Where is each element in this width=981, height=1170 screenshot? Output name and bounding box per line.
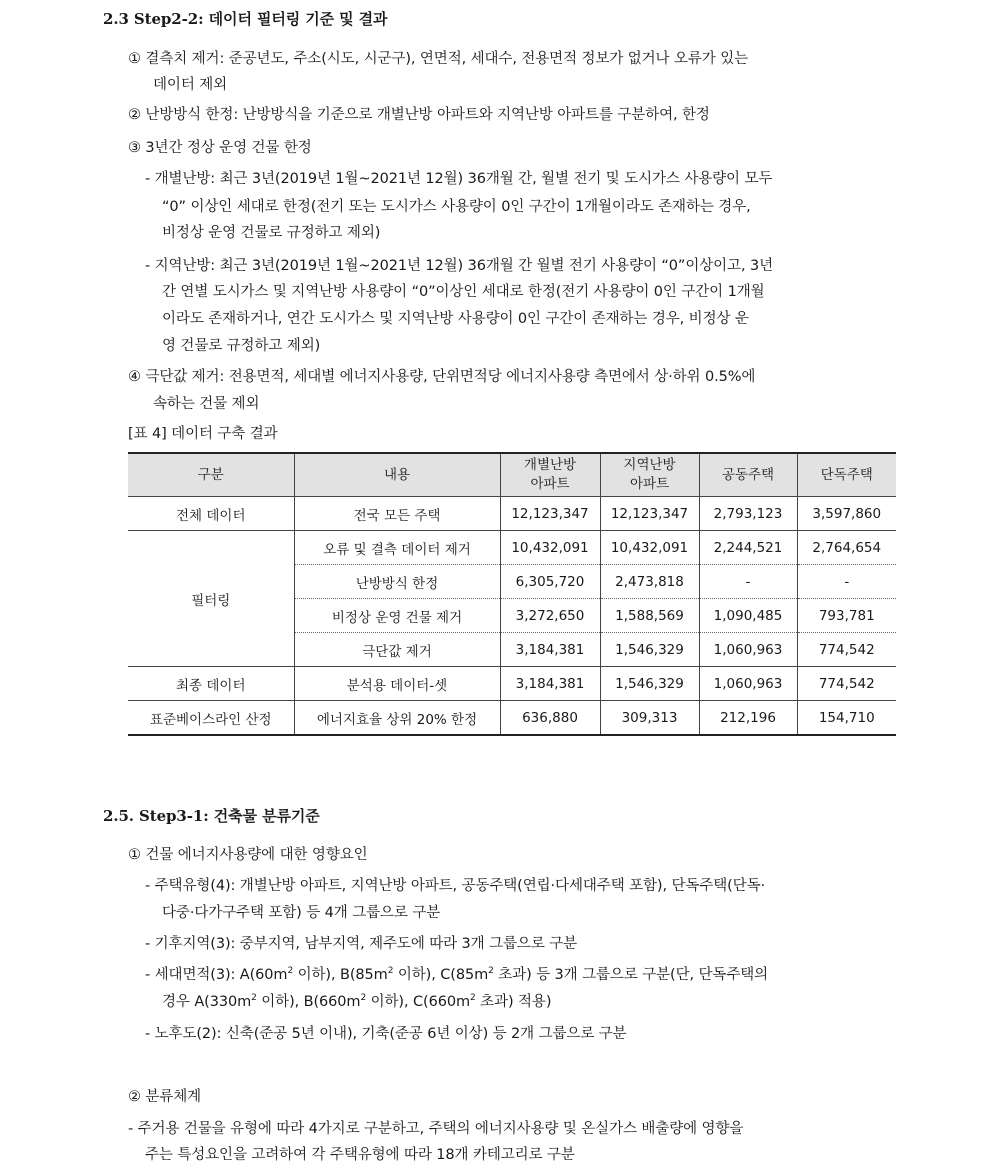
- header-category: 구분: [128, 453, 294, 497]
- cell-value: 1,546,329: [600, 667, 699, 701]
- item-3: ③ 3년간 정상 운영 건물 한정: [128, 140, 312, 156]
- cell-value: 212,196: [699, 701, 797, 736]
- item-3b-line-3: 이라도 존재하거나, 연간 도시가스 및 지역난방 사용량이 0인 구간이 존재하는 경우, 비정상 운: [162, 311, 749, 327]
- cell-value: 3,184,381: [500, 633, 600, 667]
- header-detached: 단독주택: [797, 453, 896, 497]
- table-caption: [표 4] 데이터 구축 결과: [128, 426, 278, 442]
- cell-value: 1,090,485: [699, 599, 797, 633]
- row-content: 에너지효율 상위 20% 한정: [294, 701, 500, 736]
- factor-housing-type-line-1: - 주택유형(4): 개별난방 아파트, 지역난방 아파트, 공동주택(연립·다세대주택 포함), 단독주택(단독·: [145, 878, 766, 894]
- row-content: 분석용 데이터-셋: [294, 667, 500, 701]
- item-1-line-2: 데이터 제외: [153, 77, 228, 93]
- cell-value: 3,272,650: [500, 599, 600, 633]
- classification-line-1: - 주거용 건물을 유형에 따라 4가지로 구분하고, 주택의 에너지사용량 및 온실가스 배출량에 영향을: [128, 1121, 744, 1137]
- row-content: 극단값 제거: [294, 633, 500, 667]
- item-3a-line-1: - 개별난방: 최근 3년(2019년 1월~2021년 12월) 36개월 간, 월별 전기 및 도시가스 사용량이 모두: [145, 171, 773, 187]
- cell-value: 774,542: [797, 667, 896, 701]
- table-row: [128, 667, 896, 701]
- item-3b-line-2: 간 연별 도시가스 및 지역난방 사용량이 “0”이상인 세대로 한정(전기 사용량이 0인 구간이 1개월: [162, 284, 765, 300]
- cell-value: 12,123,347: [600, 497, 699, 531]
- factor-unit-area-line-1: - 세대면적(3): $A(60m^2$ 이하), $B(85m^2$ 이하), $C(85m^2$ 초과) 등 3개 그룹으로 구분(단, 단독주택의: [145, 966, 769, 983]
- cell-value: 2,764,654: [797, 531, 896, 565]
- cell-value: 774,542: [797, 633, 896, 667]
- cell-value: 1,546,329: [600, 633, 699, 667]
- row-group: 전체 데이터: [128, 497, 294, 531]
- cell-value: 1,060,963: [699, 667, 797, 701]
- item-3b-line-4: 영 건물로 규정하고 제외): [162, 338, 321, 354]
- row-content: 비정상 운영 건물 제거: [294, 599, 500, 633]
- row-content: 난방방식 한정: [294, 565, 500, 599]
- cell-value: 3,597,860: [797, 497, 896, 531]
- table-header-row: [128, 453, 896, 497]
- table-row: [128, 531, 896, 565]
- factor-climate-region: - 기후지역(3): 중부지역, 남부지역, 제주도에 따라 3개 그룹으로 구분: [145, 936, 578, 952]
- section-2-3-heading: 2.3 Step2-2: 데이터 필터링 기준 및 결과: [103, 10, 388, 28]
- item-4-line-2: 속하는 건물 제외: [153, 396, 260, 412]
- header-content: 내용: [294, 453, 500, 497]
- cell-value: -: [797, 565, 896, 599]
- table-row: [128, 701, 896, 736]
- section-2-5-item-1: ① 건물 에너지사용량에 대한 영향요인: [128, 847, 368, 863]
- header-multi-family: 공동주택: [699, 453, 797, 497]
- cell-value: 793,781: [797, 599, 896, 633]
- item-3b-line-1: - 지역난방: 최근 3년(2019년 1월~2021년 12월) 36개월 간 월별 전기 사용량이 “0”이상이고, 3년: [145, 258, 774, 274]
- item-3a-line-2: “0” 이상인 세대로 한정(전기 또는 도시가스 사용량이 0인 구간이 1개월이라도 존재하는 경우,: [162, 199, 751, 215]
- cell-value: 2,793,123: [699, 497, 797, 531]
- header-individual-heating: 개별난방 아파트: [500, 453, 600, 497]
- factor-housing-type-line-2: 다중·다가구주택 포함) 등 4개 그룹으로 구분: [162, 905, 441, 921]
- cell-value: 636,880: [500, 701, 600, 736]
- item-3a-line-3: 비정상 운영 건물로 규정하고 제외): [162, 225, 381, 241]
- classification-line-2: 주는 특성요인을 고려하여 각 주택유형에 따라 18개 카테고리로 구분: [145, 1147, 575, 1163]
- section-2-5-item-2: ② 분류체계: [128, 1089, 202, 1105]
- header-district-heating: 지역난방 아파트: [600, 453, 699, 497]
- cell-value: 6,305,720: [500, 565, 600, 599]
- row-content: 전국 모든 주택: [294, 497, 500, 531]
- cell-value: 12,123,347: [500, 497, 600, 531]
- row-group: 표준베이스라인 산정: [128, 701, 294, 736]
- cell-value: 154,710: [797, 701, 896, 736]
- cell-value: 309,313: [600, 701, 699, 736]
- cell-value: 10,432,091: [500, 531, 600, 565]
- factor-unit-area-line-2: 경우 $A(330m^2$ 이하), $B(660m^2$ 이하), $C(660m^2$ 초과) 적용): [162, 993, 552, 1010]
- item-4-line-1: ④ 극단값 제거: 전용면적, 세대별 에너지사용량, 단위면적당 에너지사용량 측면에서 상·하위 0.5%에: [128, 369, 756, 385]
- table-row: [128, 497, 896, 531]
- cell-value: 2,473,818: [600, 565, 699, 599]
- item-1-line-1: ① 결측치 제거: 준공년도, 주소(시도, 시군구), 연면적, 세대수, 전용면적 정보가 없거나 오류가 있는: [128, 51, 749, 67]
- section-2-5-heading: 2.5. Step3-1: 건축물 분류기준: [103, 807, 320, 825]
- item-2: ② 난방방식 한정: 난방방식을 기준으로 개별난방 아파트와 지역난방 아파트를 구분하여, 한정: [128, 107, 710, 123]
- data-build-result-table: [128, 452, 896, 736]
- cell-value: 1,588,569: [600, 599, 699, 633]
- row-group: 최종 데이터: [128, 667, 294, 701]
- cell-value: -: [699, 565, 797, 599]
- cell-value: 2,244,521: [699, 531, 797, 565]
- factor-building-age: - 노후도(2): 신축(준공 5년 이내), 기축(준공 6년 이상) 등 2개 그룹으로 구분: [145, 1026, 627, 1042]
- cell-value: 10,432,091: [600, 531, 699, 565]
- row-content: 오류 및 결측 데이터 제거: [294, 531, 500, 565]
- row-group: 필터링: [128, 531, 294, 667]
- cell-value: 1,060,963: [699, 633, 797, 667]
- cell-value: 3,184,381: [500, 667, 600, 701]
